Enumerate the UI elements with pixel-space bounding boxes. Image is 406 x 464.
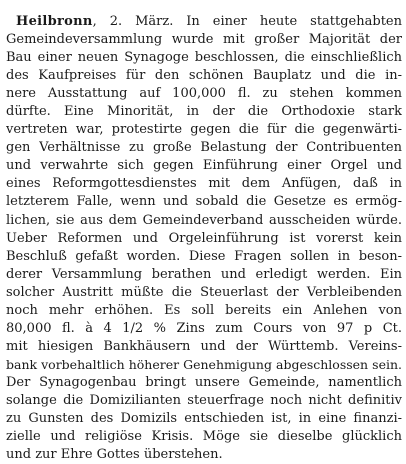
article-line-25: und zur Ehre Gottes überstehen. [6,447,223,463]
article-line-24: zielle und religiöse Krisis. Möge sie dieselbe glücklich [6,429,402,445]
article-line-12: lichen, sie aus dem Gemeindeverband ausscheiden würde. [6,212,402,228]
article-line-14: Beschluß gefaßt worden. Diese Fragen sollen in beson- [6,248,402,264]
article-line-4: des Kaufpreises für den schönen Bauplatz und die in- [6,68,402,84]
article-line-19: mit hiesigen Bankhäusern und der Württemb. Vereins- [6,338,402,354]
article-line-8: gen Verhältnisse zu große Belastung der Contribuenten [6,140,402,156]
article-line-17: noch mehr erhöhen. Es soll bereits ein Anlehen von [6,302,402,318]
article-line-1 [6,13,402,31]
article-line-6: dürfte. Eine Minorität, in der die Orthodoxie stark [6,104,402,120]
article-line-23: zu Gunsten des Domizils entschieden ist, in eine finanzi- [6,411,402,427]
article-line-7: vertreten war, protestirte gegen die für die gegenwärti- [6,122,402,138]
article-line-18: 80,000 fl. à 4 1/2 % Zins zum Cours von 97 p Ct. [6,320,402,336]
article-line-20: bank vorbehaltlich höherer Genehmigung abgeschlossen sein. [6,356,402,372]
article-line-2: Gemeindeversammlung wurde mit großer Majorität der [6,32,402,48]
dateline-place: Heilbronn [16,14,93,29]
article-line-13: Ueber Reformen und Orgeleinführung ist vorerst kein [6,230,402,246]
article-line-15: derer Versammlung berathen und erledigt werden. Ein [6,266,402,282]
article-line-5: nere Ausstattung auf 100,000 fl. zu stehen kommen [6,86,402,102]
article-line-21: Der Synagogenbau bringt unsere Gemeinde, namentlich [6,374,402,390]
dateline-text: , 2. März. In einer heute stattgehabten [92,14,402,29]
article-line-10: eines Reformgottesdienstes mit dem Anfügen, daß in [6,176,402,192]
article-line-16: solcher Austritt müßte die Steuerlast der Verbleibenden [6,284,402,300]
article-line-22: solange die Domizilianten steuerfrage noch nicht definitiv [6,392,402,408]
article-line-11: letzterem Falle, wenn und sobald die Gesetze es ermög- [6,194,402,210]
article-line-3: Bau einer neuen Synagoge beschlossen, die einschließlich [6,50,402,66]
article-line-9: und verwahrte sich gegen Einführung einer Orgel und [6,158,402,174]
